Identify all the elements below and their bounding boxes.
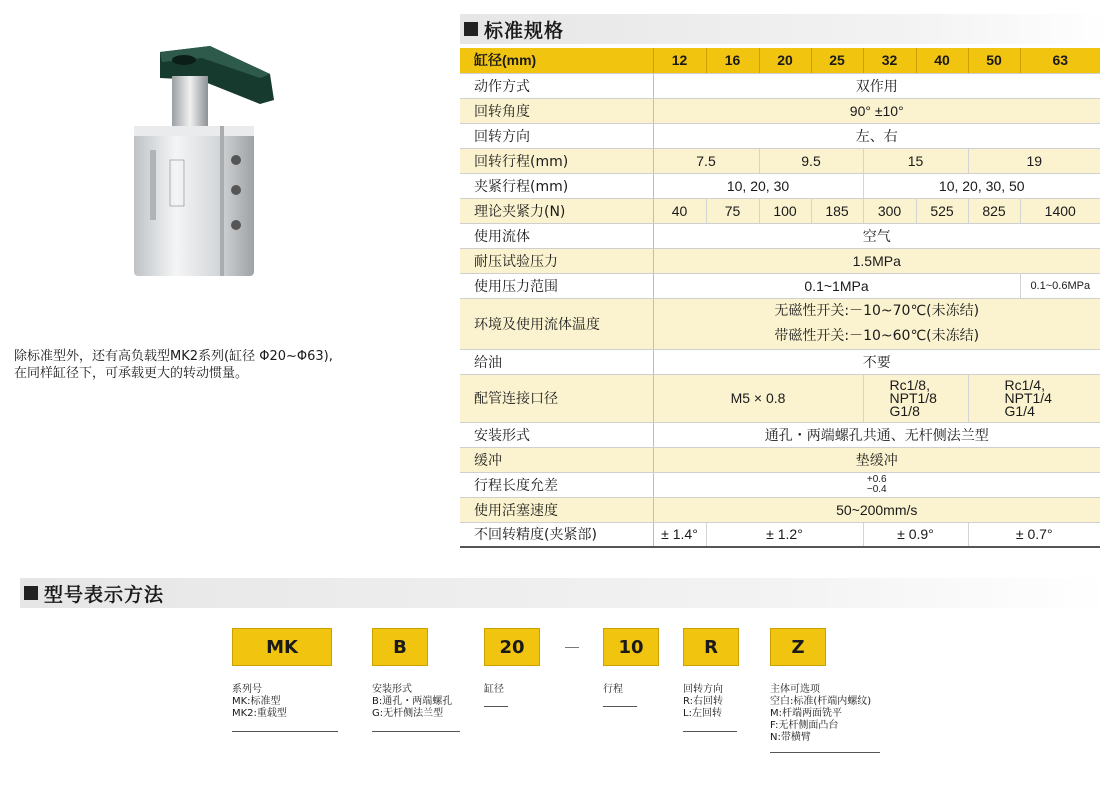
header-32: 32 bbox=[863, 48, 916, 73]
cell: 825 bbox=[968, 198, 1020, 223]
underline bbox=[770, 752, 880, 753]
row-label: 缓冲 bbox=[460, 447, 653, 472]
desc-line: R:右回转 bbox=[683, 696, 724, 707]
desc-line: 安装形式 bbox=[372, 684, 412, 695]
code-stroke: 10 bbox=[603, 628, 659, 666]
row-label: 回转方向 bbox=[460, 123, 653, 148]
port-line: Rc1/8, bbox=[889, 376, 930, 393]
header-20: 20 bbox=[759, 48, 811, 73]
port-line: Rc1/4, bbox=[1004, 376, 1045, 393]
cell: 7.5 bbox=[653, 148, 759, 173]
header-25: 25 bbox=[811, 48, 863, 73]
cell: 垫缓冲 bbox=[653, 447, 1100, 472]
tolerance bbox=[867, 475, 887, 495]
cell: 19 bbox=[968, 148, 1100, 173]
table-row bbox=[460, 173, 1100, 198]
table-row bbox=[460, 198, 1100, 223]
code-mount: B bbox=[372, 628, 428, 666]
intro-line-2: 在同样缸径下，可承载更大的转动惯量。 bbox=[14, 366, 249, 381]
table-row bbox=[460, 522, 1100, 547]
table-row bbox=[460, 98, 1100, 123]
port-line: G1/4 bbox=[1004, 402, 1035, 419]
underline bbox=[372, 731, 460, 732]
cell: 50~200mm/s bbox=[653, 497, 1100, 522]
cell bbox=[863, 374, 968, 422]
desc-line: 系列号 bbox=[232, 684, 262, 695]
desc-line: 主体可选项 bbox=[770, 684, 820, 695]
table-row bbox=[460, 298, 1100, 349]
row-label: 回转行程(mm) bbox=[460, 148, 653, 173]
desc-stroke bbox=[603, 684, 623, 696]
desc-line: N:带横臂 bbox=[770, 732, 811, 743]
desc-mount bbox=[372, 684, 452, 720]
cell: 15 bbox=[863, 148, 968, 173]
env-line-2: 带磁性开关:－10~60℃(未冻结) bbox=[774, 327, 980, 344]
cell: 525 bbox=[916, 198, 968, 223]
cell: 空气 bbox=[653, 223, 1100, 248]
table-row bbox=[460, 148, 1100, 173]
cell: 300 bbox=[863, 198, 916, 223]
desc-line: MK2:重载型 bbox=[232, 708, 287, 719]
code-direction: R bbox=[683, 628, 739, 666]
cell bbox=[653, 472, 1100, 497]
underline bbox=[603, 706, 637, 707]
cell: ± 0.7° bbox=[968, 522, 1100, 547]
desc-line: G:无杆侧法兰型 bbox=[372, 708, 444, 719]
row-label: 使用压力范围 bbox=[460, 273, 653, 298]
cell: 75 bbox=[706, 198, 759, 223]
desc-bore bbox=[484, 684, 504, 696]
product-photo bbox=[120, 40, 290, 280]
spec-section-header bbox=[460, 14, 1110, 44]
row-label: 理论夹紧力(N) bbox=[460, 198, 653, 223]
tol-plus: +0.6 bbox=[866, 473, 887, 485]
tol-minus: −0.4 bbox=[866, 483, 887, 495]
row-label: 耐压试验压力 bbox=[460, 248, 653, 273]
cell: 90° ±10° bbox=[653, 98, 1100, 123]
cell: 双作用 bbox=[653, 73, 1100, 98]
code-bore: 20 bbox=[484, 628, 540, 666]
square-bullet-icon bbox=[24, 586, 38, 600]
square-bullet-icon bbox=[464, 22, 478, 36]
row-label: 夹紧行程(mm) bbox=[460, 173, 653, 198]
cell: 0.1~0.6MPa bbox=[1020, 273, 1100, 298]
cell: 不要 bbox=[653, 349, 1100, 374]
underline bbox=[484, 706, 508, 707]
cell: 通孔・两端螺孔共通、无杆侧法兰型 bbox=[653, 422, 1100, 447]
cell: 185 bbox=[811, 198, 863, 223]
underline bbox=[683, 731, 737, 732]
cell: ± 1.2° bbox=[706, 522, 863, 547]
dash-separator bbox=[565, 647, 579, 648]
cell: 10, 20, 30 bbox=[653, 173, 863, 198]
desc-line: 空白:标准(杆端内螺纹) bbox=[770, 696, 872, 707]
table-row bbox=[460, 497, 1100, 522]
desc-line: F:无杆侧面凸台 bbox=[770, 720, 839, 731]
underline bbox=[232, 731, 338, 732]
row-label: 安装形式 bbox=[460, 422, 653, 447]
desc-option bbox=[770, 684, 871, 744]
row-label: 不回转精度(夹紧部) bbox=[460, 522, 653, 547]
port-line: G1/8 bbox=[889, 402, 920, 419]
model-title: 型号表示方法 bbox=[44, 583, 165, 606]
table-row bbox=[460, 349, 1100, 374]
table-row bbox=[460, 422, 1100, 447]
header-40: 40 bbox=[916, 48, 968, 73]
cell: M5 × 0.8 bbox=[653, 374, 863, 422]
desc-series bbox=[232, 684, 287, 720]
table-row bbox=[460, 472, 1100, 497]
cell: 1.5MPa bbox=[653, 248, 1100, 273]
row-label: 回转角度 bbox=[460, 98, 653, 123]
header-16: 16 bbox=[706, 48, 759, 73]
code-option: Z bbox=[770, 628, 826, 666]
desc-direction bbox=[683, 684, 723, 720]
row-label: 给油 bbox=[460, 349, 653, 374]
cell: 9.5 bbox=[759, 148, 863, 173]
port-line: NPT1/4 bbox=[1004, 389, 1052, 406]
row-label: 动作方式 bbox=[460, 73, 653, 98]
spec-table bbox=[460, 48, 1100, 548]
row-label: 使用活塞速度 bbox=[460, 497, 653, 522]
cell bbox=[653, 298, 1100, 349]
row-label: 使用流体 bbox=[460, 223, 653, 248]
header-50: 50 bbox=[968, 48, 1020, 73]
header-12: 12 bbox=[653, 48, 706, 73]
table-row bbox=[460, 447, 1100, 472]
cell: 0.1~1MPa bbox=[653, 273, 1020, 298]
env-line-1: 无磁性开关:－10~70℃(未冻结) bbox=[774, 302, 980, 319]
header-bore: 缸径(mm) bbox=[460, 48, 653, 73]
row-label: 配管连接口径 bbox=[460, 374, 653, 422]
intro-line-1: 除标准型外，还有高负载型MK2系列(缸径 Φ20~Φ63), bbox=[14, 349, 333, 364]
cell: 10, 20, 30, 50 bbox=[863, 173, 1100, 198]
cell: 40 bbox=[653, 198, 706, 223]
cell: 100 bbox=[759, 198, 811, 223]
desc-line: 缸径 bbox=[484, 684, 504, 695]
desc-line: 行程 bbox=[603, 684, 623, 695]
row-label: 环境及使用流体温度 bbox=[460, 298, 653, 349]
table-row bbox=[460, 73, 1100, 98]
desc-line: 回转方向 bbox=[683, 684, 723, 695]
table-row bbox=[460, 374, 1100, 422]
table-row bbox=[460, 123, 1100, 148]
port-line: NPT1/8 bbox=[889, 389, 937, 406]
table-row bbox=[460, 273, 1100, 298]
table-row bbox=[460, 223, 1100, 248]
desc-line: B:通孔・两端螺孔 bbox=[372, 696, 453, 707]
cell: 1400 bbox=[1020, 198, 1100, 223]
spec-title: 标准规格 bbox=[484, 19, 565, 42]
table-row bbox=[460, 248, 1100, 273]
row-label: 行程长度允差 bbox=[460, 472, 653, 497]
model-section-header bbox=[20, 578, 1110, 608]
intro-text bbox=[14, 348, 434, 382]
cell bbox=[968, 374, 1100, 422]
code-series: MK bbox=[232, 628, 332, 666]
desc-line: MK:标准型 bbox=[232, 696, 281, 707]
desc-line: M:杆端两面铣平 bbox=[770, 708, 842, 719]
cell: ± 0.9° bbox=[863, 522, 968, 547]
header-63: 63 bbox=[1020, 48, 1100, 73]
table-header-row bbox=[460, 48, 1100, 73]
cell: 左、右 bbox=[653, 123, 1100, 148]
desc-line: L:左回转 bbox=[683, 708, 722, 719]
cell: ± 1.4° bbox=[653, 522, 706, 547]
